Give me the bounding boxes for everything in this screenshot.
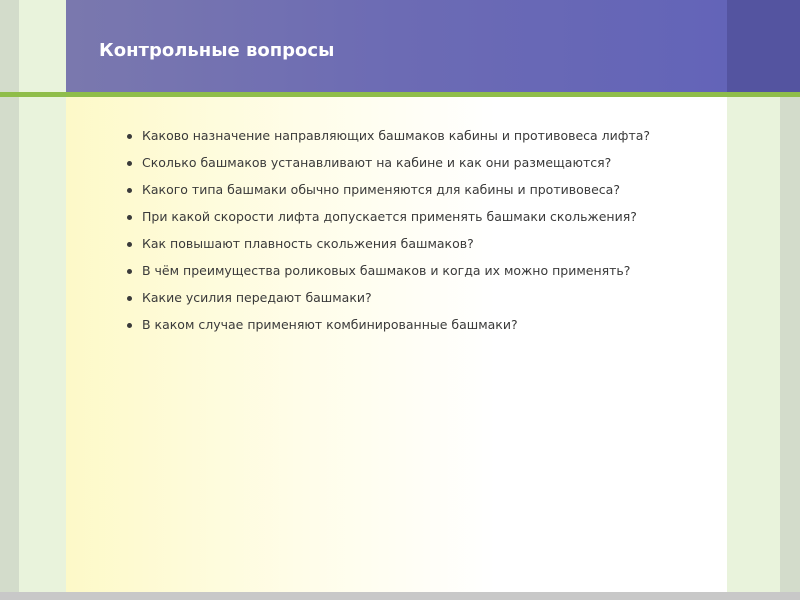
questions-list bbox=[124, 127, 714, 343]
question-text: Каково назначение направляющих башмаков кабины и противовеса лифта? bbox=[142, 128, 651, 143]
question-item bbox=[124, 208, 714, 235]
left-outer-strip bbox=[0, 0, 19, 592]
bullet-icon bbox=[127, 134, 132, 139]
bullet-icon bbox=[127, 323, 132, 328]
question-item bbox=[124, 181, 714, 208]
bullet-icon bbox=[127, 242, 132, 247]
question-text: В каком случае применяют комбинированные башмаки? bbox=[142, 317, 518, 332]
bullet-icon bbox=[127, 269, 132, 274]
question-item bbox=[124, 289, 714, 316]
bullet-icon bbox=[127, 188, 132, 193]
question-item bbox=[124, 127, 714, 154]
bullet-icon bbox=[127, 161, 132, 166]
bullet-icon bbox=[127, 296, 132, 301]
question-text: При какой скорости лифта допускается применять башмаки скольжения? bbox=[142, 209, 637, 224]
question-text: Как повышают плавность скольжения башмаков? bbox=[142, 236, 474, 251]
question-item bbox=[124, 262, 714, 289]
title-banner-right-block bbox=[727, 0, 800, 92]
slide-title: Контрольные вопросы bbox=[99, 40, 335, 61]
bottom-bar bbox=[0, 592, 800, 600]
question-item bbox=[124, 235, 714, 262]
bullet-icon bbox=[127, 215, 132, 220]
question-item bbox=[124, 316, 714, 343]
question-text: В чём преимущества роликовых башмаков и когда их можно применять? bbox=[142, 263, 631, 278]
question-text: Какие усилия передают башмаки? bbox=[142, 290, 372, 305]
question-text: Какого типа башмаки обычно применяются для кабины и противовеса? bbox=[142, 182, 620, 197]
question-item bbox=[124, 154, 714, 181]
left-inner-strip bbox=[19, 0, 66, 592]
question-text: Сколько башмаков устанавливают на кабине и как они размещаются? bbox=[142, 155, 612, 170]
